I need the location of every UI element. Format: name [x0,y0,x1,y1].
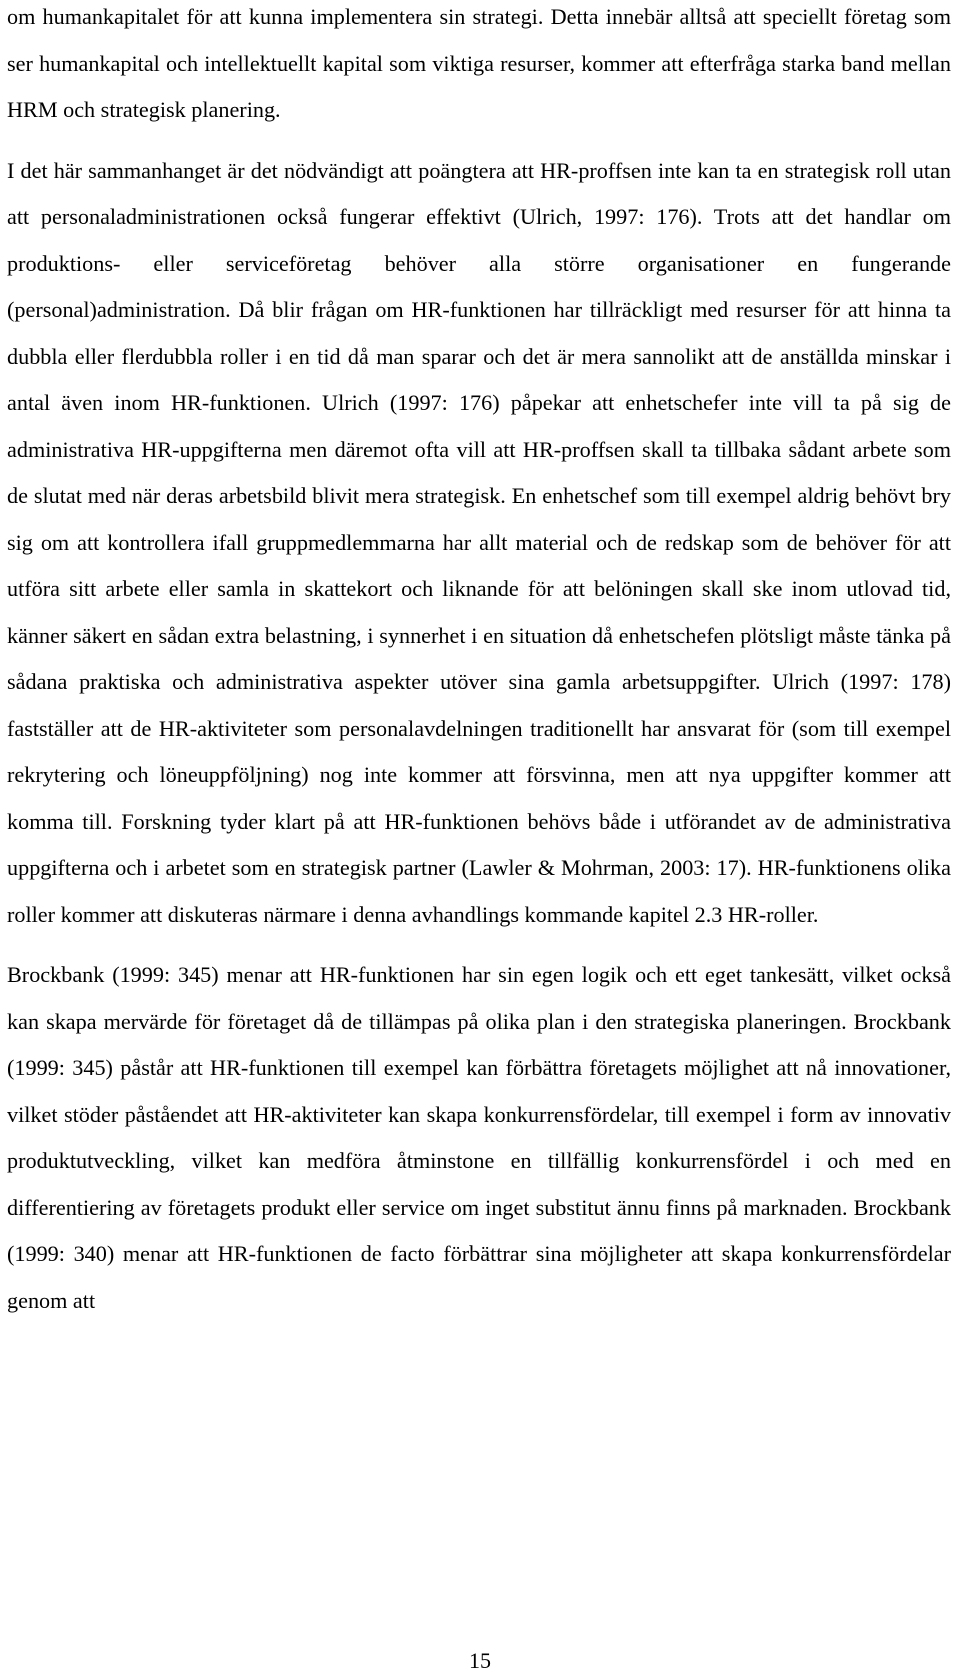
page-number: 15 [469,1648,491,1673]
paragraph-1: om humankapitalet för att kunna implementera sin strategi. Detta innebär alltså att speciellt företag som ser humankapital och intellektuellt kapital som viktiga resurser, kommer att efterfråga starka band mellan HRM och strategisk planering. [7,4,951,122]
paragraph-2: I det här sammanhanget är det nödvändigt att poängtera att HR-proffsen inte kan ta en strategisk roll utan att personaladministrationen också fungerar effektivt (Ulrich, 1997: 176). Trots att det handlar om produktions- eller serviceföretag behöver alla större organisationer en fungerande (personal)administration. Då blir frågan om HR-funktionen har tillräckligt med resurser för att hinna ta dubbla eller flerdubbla roller i en tid då man sparar och det är mera sannolikt att de anställda minskar i antal även inom HR-funktionen. Ulrich (1997: 176) påpekar att enhetschefer inte vill ta på sig de administrativa HR-uppgifterna men däremot ofta vill att HR-proffsen skall ta tillbaka sådant arbete som de slutat med när deras arbetsbild blivit mera strategisk. En enhetschef som till exempel aldrig behövt bry sig om att kontrollera ifall gruppmedlemmarna har allt material och de redskap som de behöver för att utföra sitt arbete eller samla in skattekort och liknande för att belöningen skall ske inom utlovad tid, känner säkert en sådan extra belastning, i synnerhet i en situation då enhetschefen plötsligt måste tänka på sådana praktiska och administrativa aspekter utöver sina gamla arbetsuppgifter. Ulrich (1997: 178) fastställer att de HR-aktiviteter som personalavdelningen traditionellt har ansvarat för (som till exempel rekrytering och löneuppföljning) nog inte kommer att försvinna, men att nya uppgifter kommer att komma till. Forskning tyder klart på att HR-funktionen behövs både i utförandet av de administrativa uppgifterna och i arbetet som en strategisk partner (Lawler & Mohrman, 2003: 17). HR-funktionens olika roller kommer att diskuteras närmare i denna avhandlings kommande kapitel 2.3 HR-roller. [7,157,951,927]
paragraph-3: Brockbank (1999: 345) menar att HR-funktionen har sin egen logik och ett eget tankesätt, vilket också kan skapa mervärde för företaget då de tillämpas på olika plan i den strategiska planeringen. Brockbank (1999: 345) påstår att HR-funktionen till exempel kan förbättra företagets möjlighet att nå innovationer, vilket stöder påståendet att HR-aktiviteter kan skapa konkurrensfördelar, till exempel i form av innovativ produktutveckling, vilket kan medföra åtminstone en tillfällig konkurrensfördel i och med en differentiering av företagets produkt eller service om inget substitut ännu finns på marknaden. Brockbank (1999: 340) menar att HR-funktionen de facto förbättrar sina möjligheter att skapa konkurrensfördelar genom att [7,962,951,1313]
document-page [7,0,951,1324]
